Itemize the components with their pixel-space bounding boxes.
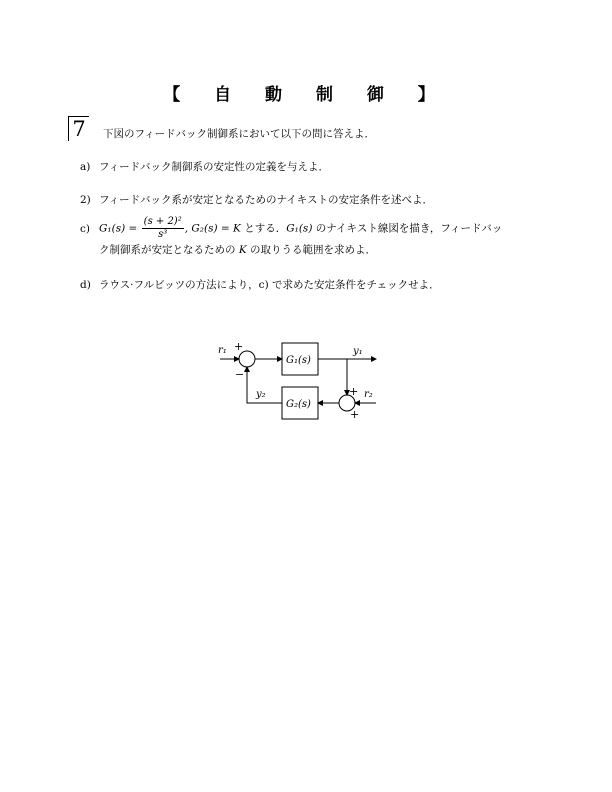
item-2-label: 2) [80,194,91,206]
item-c-line2 [80,243,530,257]
g1-equation-lhs: G₁(s) = [99,222,138,235]
item-a-text: フィードバック制御系の安定性の定義を与えよ． [99,161,329,173]
question-number: 7 [68,116,89,141]
question-intro: 下図のフィードバック制御系において以下の問に答えよ． [103,128,375,140]
g1-block-label: G₁(s) [286,355,311,366]
sum1-minus-sign: − [235,368,245,381]
r1-label: r₁ [218,345,227,356]
item-d-text: ラウス·フルビッツの方法により，c) で求めた安定条件をチェックせよ． [99,279,440,291]
item-d-label: d) [80,279,91,291]
item-c [80,216,530,257]
summing-junction-1 [239,351,255,367]
sum1-plus-sign: + [234,340,244,353]
sum2-plus-top: + [349,385,359,398]
g1-fraction [142,216,184,241]
r2-label: r₂ [364,389,373,400]
sum2-plus-bottom: + [350,408,360,421]
item-c-text4: の取りうる範囲を求めよ． [246,244,377,256]
block-diagram [210,335,390,425]
item-c-text2: のナイキスト線図を描き，フィードバッ [312,222,503,235]
item-a [80,160,329,174]
g2-equation: , G₂(s) = K [184,222,241,235]
item-2-text: フィードバック系が安定となるためのナイキストの安定条件を述べよ． [99,194,434,206]
item-d [80,278,440,292]
gain-k: K [238,244,247,256]
y1-label: y₁ [353,346,363,357]
g1-numerator: (s + 2)² [143,216,182,227]
item-c-label: c) [80,222,90,235]
g2-block-label: G₂(s) [286,399,311,410]
item-c-text1: とする． [240,222,287,235]
page-title: 【 自 動 制 御 】 [163,85,449,105]
g1-reference: G₁(s) [286,222,313,235]
item-c-text3: ク制御系が安定となるための [99,244,239,256]
item-2 [80,193,433,207]
y2-label: y₂ [256,389,266,400]
item-a-label: a) [80,161,91,173]
g1-denominator: s³ [158,229,168,240]
